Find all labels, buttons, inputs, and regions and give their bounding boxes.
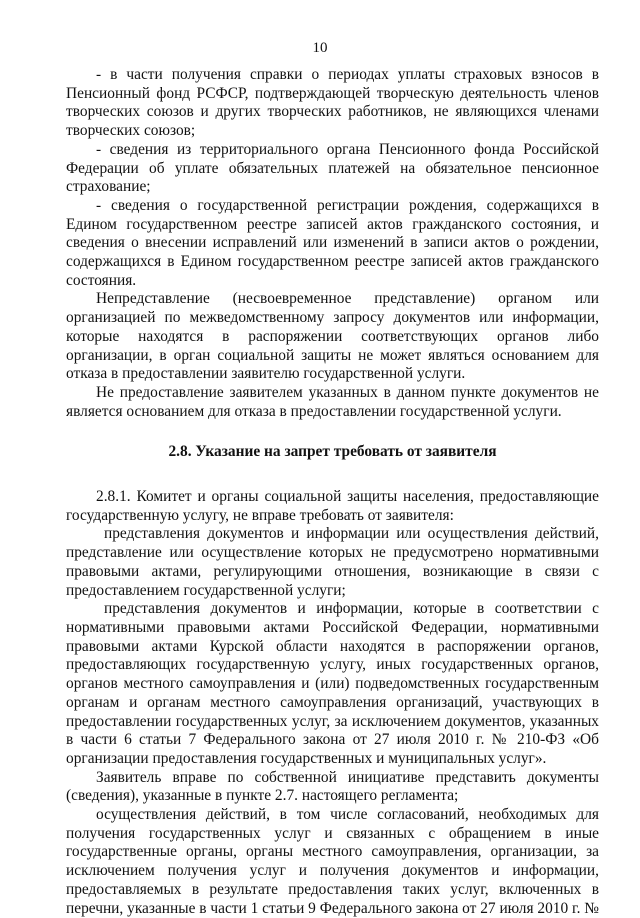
paragraph-2-8-1: 2.8.1. Комитет и органы социальной защиты населения, предоставляющие государственную услугу, не вправе требовать от заявителя: xyxy=(66,488,599,524)
paragraph-documents-not-required: представления документов и информации или осуществления действий, представление или осуществление которых не предусмотрено нормативными правовыми актами, регулирующими отношения, возникающие в связи с предоставлением государственной услуги; xyxy=(66,525,599,599)
paragraph-actions-approvals: осуществления действий, в том числе согласований, необходимых для получения государственных услуг и связанных с обращением в иные государственные органы, органы местного самоуправления, организации, за исключением получения услуг и получения документов и информации, предоставляемых в результате предоставления таких услуг, включенных в перечни, указанные в части 1 статьи 9 Федерального закона от 27 июля 2010 г. № xyxy=(66,806,599,917)
page-number: 10 xyxy=(312,40,328,56)
paragraph-documents-in-possession: представления документов и информации, которые в соответствии с нормативными правовыми актами Российской Федерации, нормативными правовыми актами Курской области находятся в распоряжении органов, предоставляющих государственную услугу, иных государственных органов, органов местного самоуправления и (или) подведомственных государственным органам и органам местного самоуправления организаций, участвующих в предоставлении государственных услуг, за исключением документов, указанных в части 6 статьи 7 Федерального закона от 27 июля 2010 г. № 210-ФЗ «Об организации предоставления государственных и муниципальных услуг». xyxy=(66,600,599,767)
paragraph-pension-fund-certificate: - в части получения справки о периодах уплаты страховых взносов в Пенсионный фонд РСФСР, подтверждающей творческую деятельность членов творческих союзов и других творческих работников, не являющихся членами творческих союзов; xyxy=(66,66,599,140)
document-body xyxy=(66,66,599,918)
paragraph-pension-payments: - сведения из территориального органа Пенсионного фонда Российской Федерации об уплате обязательных платежей на обязательное пенсионное страхование; xyxy=(66,140,599,196)
paragraph-birth-registration: - сведения о государственной регистрации рождения, содержащихся в Едином государственном реестре записей актов гражданского состояния, и сведения о внесении исправлений или изменений в записи актов о рождении, содержащихся в Едином государственном реестре записей актов гражданского состояния. xyxy=(66,196,599,289)
section-heading: 2.8. Указание на запрет требовать от заявителя xyxy=(168,443,497,461)
paragraph-applicant-initiative: Заявитель вправе по собственной инициативе представить документы (сведения), указанные в пункте 2.7. настоящего регламента; xyxy=(66,768,599,805)
paragraph-non-submission-by-applicant: Не предоставление заявителем указанных в данном пункте документов не является основанием для отказа в предоставлении государственной услуги. xyxy=(66,383,599,420)
paragraph-non-submission-by-organ: Непредставление (несвоевременное представление) органом или организацией по межведомственному запросу документов или информации, которые находятся в распоряжении соответствующих органов либо организации, в орган социальной защиты не может являться основанием для отказа в предоставлении заявителю государственной услуги. xyxy=(66,290,599,383)
